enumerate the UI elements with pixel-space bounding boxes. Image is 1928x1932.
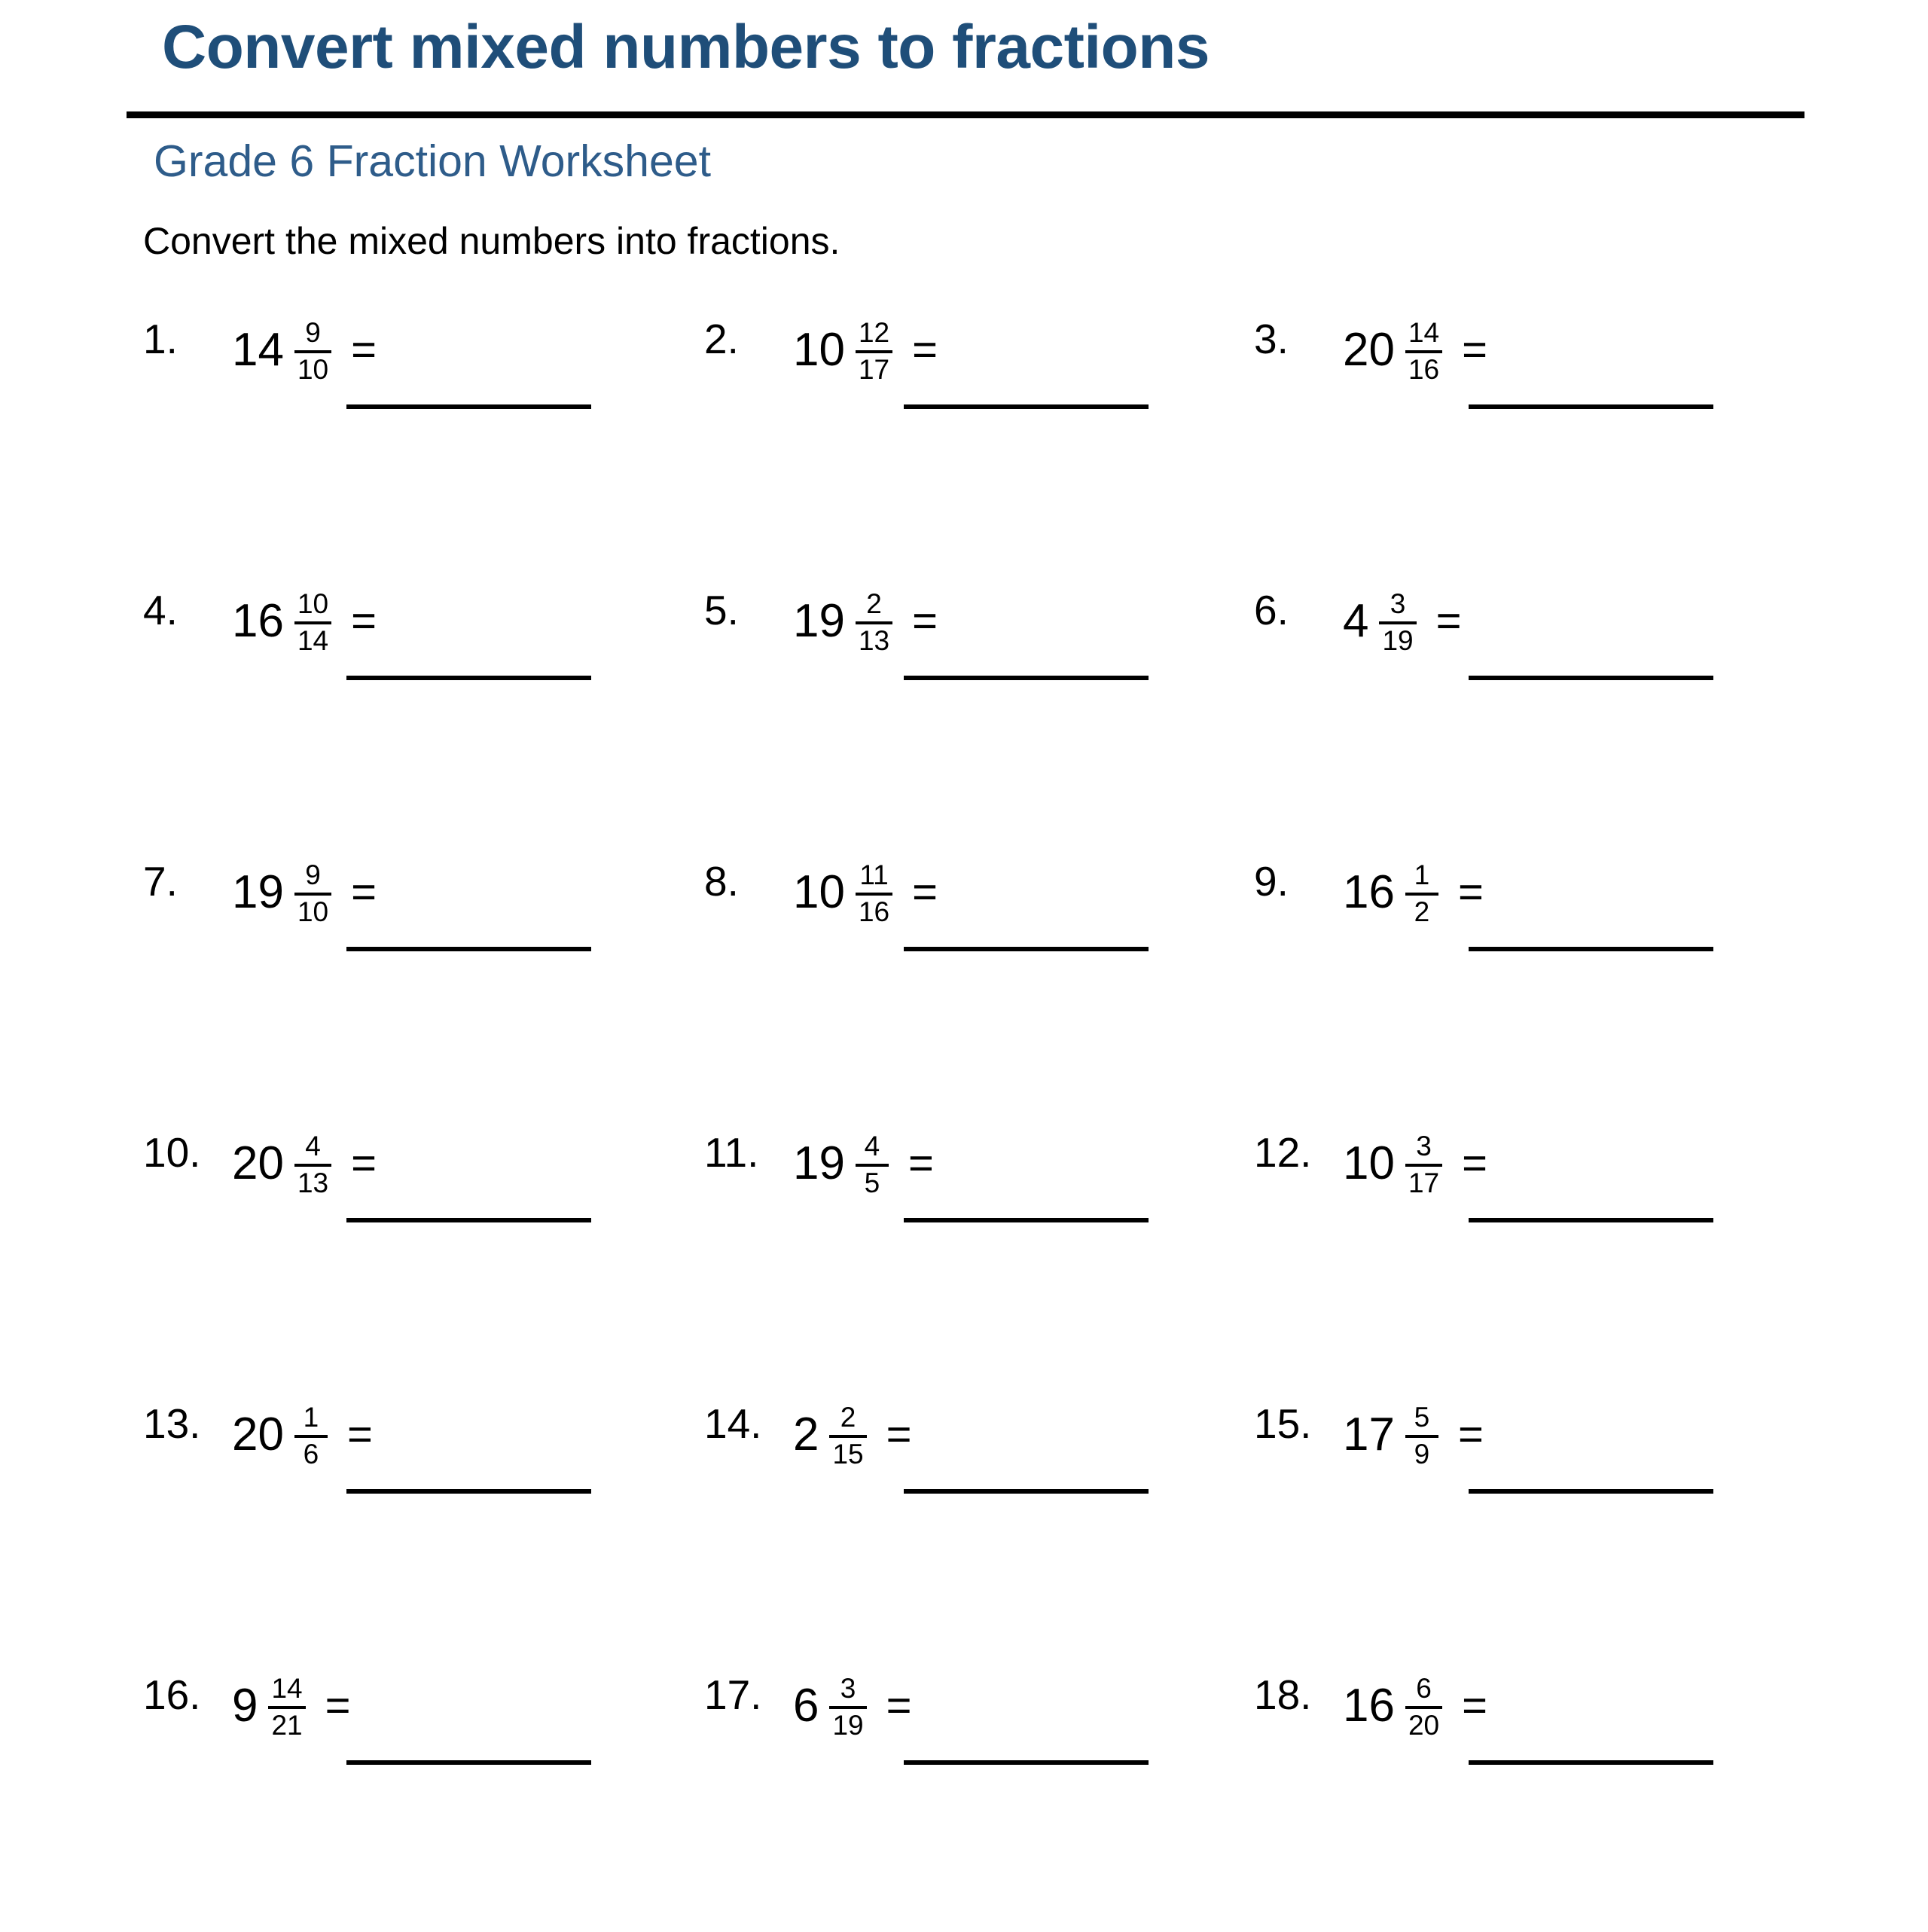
equals-sign: = [912,868,938,917]
fraction-denominator: 13 [858,625,890,656]
fraction-denominator: 17 [858,354,890,385]
fraction-denominator: 10 [297,896,329,927]
answer-blank[interactable] [1469,404,1713,409]
fraction-bar [1405,1706,1442,1709]
fraction [1405,861,1438,927]
answer-blank[interactable] [904,676,1149,680]
equals-sign: = [1457,1410,1484,1459]
problem-number: 5. [704,587,739,633]
problem-item [1254,305,1826,486]
equals-sign: = [346,1410,373,1459]
problem-item [1254,847,1826,1028]
whole-number: 6 [793,1680,819,1732]
problem-row [0,847,1928,1119]
answer-blank[interactable] [1469,676,1713,680]
mixed-number-expression [793,1399,912,1471]
instructions-text: Convert the mixed numbers into fractions. [143,220,840,262]
fraction-bar [1405,893,1438,896]
fraction-numerator: 10 [297,588,329,620]
fraction [1405,1132,1442,1198]
fraction-denominator: 14 [297,625,329,656]
mixed-number-expression [232,1399,373,1471]
problem-number: 4. [143,587,178,633]
equals-sign: = [351,597,377,646]
whole-number: 16 [232,595,284,647]
fraction-numerator: 3 [840,1673,856,1705]
equals-sign: = [325,1681,351,1730]
problem-grid [0,305,1928,1932]
fraction-bar [856,621,892,624]
fraction-numerator: 1 [303,1402,319,1433]
whole-number: 20 [232,1137,284,1189]
fraction-bar [856,350,892,353]
fraction-bar [294,1435,328,1438]
equals-sign: = [1462,325,1487,374]
fraction-bar [294,621,331,624]
equals-sign: = [1435,597,1462,646]
fraction-numerator: 6 [1416,1673,1432,1705]
fraction-numerator: 4 [864,1131,880,1162]
problem-item [143,576,700,757]
problem-item [704,1390,1261,1570]
fraction [1405,319,1442,385]
problem-row [0,576,1928,847]
problem-item [143,1390,700,1570]
fraction-numerator: 4 [305,1131,321,1162]
fraction-bar [856,893,892,896]
problem-number: 18. [1254,1671,1312,1718]
whole-number: 19 [793,595,845,647]
fraction-bar [268,1706,305,1709]
fraction-numerator: 5 [1414,1402,1430,1433]
answer-blank[interactable] [904,1760,1149,1765]
problem-item [143,1661,700,1842]
problem-number: 14. [704,1400,762,1447]
answer-blank[interactable] [904,404,1149,409]
problem-number: 8. [704,858,739,905]
whole-number: 17 [1343,1409,1395,1460]
mixed-number-expression [1343,1128,1487,1200]
fraction-denominator: 19 [832,1710,864,1741]
answer-blank[interactable] [346,947,591,951]
fraction-denominator: 10 [297,354,329,385]
fraction-denominator: 16 [1408,354,1440,385]
answer-blank[interactable] [904,1218,1149,1222]
equals-sign: = [351,1139,377,1188]
whole-number: 9 [232,1680,258,1732]
fraction-denominator: 6 [303,1439,319,1470]
answer-blank[interactable] [346,1760,591,1765]
fraction-denominator: 17 [1408,1167,1440,1198]
problem-item [704,1119,1261,1299]
answer-blank[interactable] [346,1218,591,1222]
fraction [829,1403,866,1470]
whole-number: 16 [1343,866,1395,918]
problem-number: 15. [1254,1400,1312,1447]
mixed-number-expression [793,1670,912,1742]
answer-blank[interactable] [346,676,591,680]
mixed-number-expression [793,1128,934,1200]
fraction-denominator: 19 [1382,625,1414,656]
fraction [856,319,892,385]
fraction-numerator: 12 [858,317,890,349]
problem-number: 2. [704,316,739,362]
fraction-bar [294,350,331,353]
equals-sign: = [1462,1139,1487,1188]
equals-sign: = [351,868,377,917]
problem-number: 1. [143,316,178,362]
fraction-numerator: 9 [305,859,321,891]
fraction-bar [294,893,331,896]
problem-number: 13. [143,1400,201,1447]
fraction [294,1132,331,1198]
fraction-denominator: 13 [297,1167,329,1198]
mixed-number-expression [232,585,377,658]
equals-sign: = [912,325,938,374]
answer-blank[interactable] [904,1489,1149,1494]
whole-number: 2 [793,1409,819,1460]
fraction-denominator: 20 [1408,1710,1440,1741]
worksheet-subtitle: Grade 6 Fraction Worksheet [154,136,712,186]
fraction [294,1403,328,1470]
equals-sign: = [886,1681,912,1730]
mixed-number-expression [232,856,377,929]
problem-row [0,305,1928,576]
fraction [268,1674,305,1741]
equals-sign: = [1457,868,1484,917]
mixed-number-expression [1343,1670,1487,1742]
answer-blank[interactable] [1469,1218,1713,1222]
fraction-denominator: 21 [271,1710,303,1741]
equals-sign: = [886,1410,912,1459]
problem-item [143,1119,700,1299]
whole-number: 10 [793,866,845,918]
problem-number: 9. [1254,858,1289,905]
fraction-bar [1405,350,1442,353]
mixed-number-expression [1343,314,1487,386]
equals-sign: = [1462,1681,1487,1730]
fraction-numerator: 9 [305,317,321,349]
fraction-bar [856,1164,889,1167]
fraction [1405,1403,1438,1470]
fraction [294,319,331,385]
equals-sign: = [908,1139,934,1188]
title-divider [127,111,1804,118]
fraction-bar [1405,1435,1438,1438]
problem-number: 11. [704,1129,759,1176]
fraction-denominator: 9 [1414,1439,1430,1470]
answer-blank[interactable] [904,947,1149,951]
answer-blank[interactable] [1469,947,1713,951]
fraction [294,590,331,656]
problem-row [0,1661,1928,1932]
whole-number: 14 [232,324,284,376]
problem-item [704,576,1261,757]
fraction [856,861,892,927]
fraction-denominator: 16 [858,896,890,927]
mixed-number-expression [793,314,938,386]
mixed-number-expression [232,314,377,386]
fraction-bar [1379,621,1416,624]
whole-number: 10 [793,324,845,376]
mixed-number-expression [793,585,938,658]
problem-item [143,847,700,1028]
answer-blank[interactable] [346,404,591,409]
fraction-numerator: 3 [1390,588,1406,620]
fraction [1379,590,1416,656]
whole-number: 19 [232,866,284,918]
mixed-number-expression [1343,856,1484,929]
fraction-denominator: 2 [1414,896,1430,927]
problem-item [1254,1390,1826,1570]
fraction-denominator: 5 [864,1167,880,1198]
fraction-numerator: 2 [866,588,882,620]
problem-number: 3. [1254,316,1289,362]
whole-number: 19 [793,1137,845,1189]
mixed-number-expression [1343,585,1462,658]
whole-number: 16 [1343,1680,1395,1732]
problem-number: 6. [1254,587,1289,633]
mixed-number-expression [793,856,938,929]
problem-number: 10. [143,1129,201,1176]
problem-item [704,847,1261,1028]
fraction-numerator: 2 [840,1402,856,1433]
fraction-numerator: 3 [1416,1131,1432,1162]
equals-sign: = [351,325,377,374]
fraction-bar [1405,1164,1442,1167]
whole-number: 20 [1343,324,1395,376]
problem-number: 7. [143,858,178,905]
fraction [856,1132,889,1198]
problem-item [143,305,700,486]
fraction-denominator: 15 [832,1439,864,1470]
mixed-number-expression [232,1128,377,1200]
problem-number: 12. [1254,1129,1312,1176]
answer-blank[interactable] [1469,1760,1713,1765]
fraction-numerator: 11 [859,859,889,891]
answer-blank[interactable] [1469,1489,1713,1494]
mixed-number-expression [232,1670,351,1742]
fraction-numerator: 1 [1414,859,1430,891]
fraction [829,1674,866,1741]
page-title: Convert mixed numbers to fractions [162,13,1210,81]
fraction-bar [829,1706,866,1709]
fraction [1405,1674,1442,1741]
problem-row [0,1390,1928,1661]
whole-number: 20 [232,1409,284,1460]
fraction-numerator: 14 [271,1673,303,1705]
fraction-bar [829,1435,866,1438]
fraction-numerator: 14 [1408,317,1440,349]
fraction [294,861,331,927]
whole-number: 10 [1343,1137,1395,1189]
problem-item [1254,1661,1826,1842]
problem-item [1254,576,1826,757]
fraction-bar [294,1164,331,1167]
answer-blank[interactable] [346,1489,591,1494]
fraction [856,590,892,656]
problem-number: 16. [143,1671,201,1718]
mixed-number-expression [1343,1399,1484,1471]
equals-sign: = [912,597,938,646]
problem-row [0,1119,1928,1390]
problem-item [704,1661,1261,1842]
problem-number: 17. [704,1671,762,1718]
whole-number: 4 [1343,595,1369,647]
problem-item [704,305,1261,486]
problem-item [1254,1119,1826,1299]
